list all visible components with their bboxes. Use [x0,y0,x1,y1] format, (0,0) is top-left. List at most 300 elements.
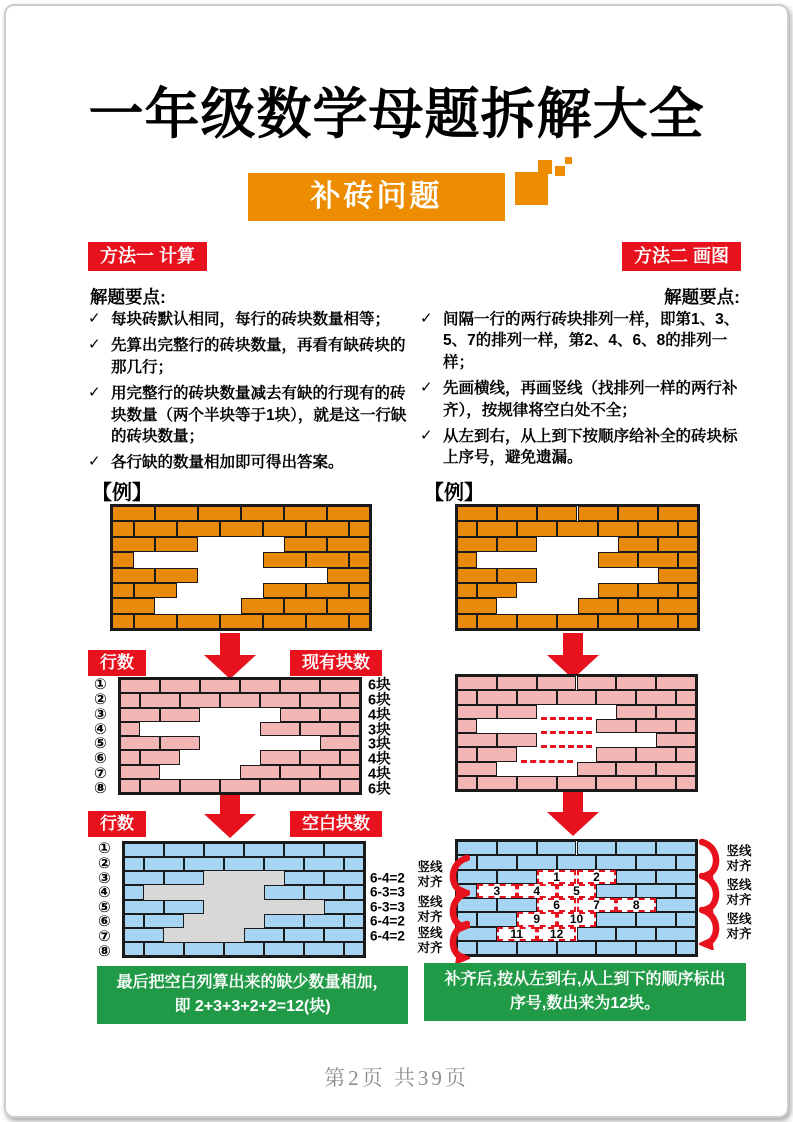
brick [618,598,658,613]
brick [112,598,155,613]
gap-cell: 9 [517,912,557,926]
dashed-guide-line [541,717,593,720]
brick [497,898,537,912]
arrow-down-icon [204,633,256,679]
brick [144,942,184,956]
brick [636,855,676,869]
brick [457,705,497,719]
brick [618,537,658,552]
gap-cell: 8 [616,898,656,912]
arrow-down-icon [204,792,256,838]
row-annotation: ③ [98,869,111,887]
brick [155,537,198,552]
checklist-item [420,426,746,469]
brick [638,521,678,536]
brick [676,941,696,955]
brick [224,857,264,871]
brick [497,537,537,552]
brick [304,885,344,899]
conclusion-line: 即 2+3+3+2+2=12(块) [174,998,331,1015]
brick [344,857,364,871]
brick [124,843,164,857]
brick [678,552,698,567]
brick [134,521,177,536]
checklist-item [420,309,746,373]
row-annotation: ⑧ [98,942,111,960]
row-annotation: 6-4=2 [370,870,405,886]
brick [124,857,144,871]
brick [284,843,324,857]
brick [120,679,160,693]
wall-example-right [455,504,700,631]
brick [457,552,477,567]
arrow-down-icon [547,790,599,836]
brick [155,506,198,521]
check-icon: ✓ [88,310,101,327]
row-annotation: 6-4=2 [370,928,405,944]
points-list-left [88,309,408,474]
brick [320,679,360,693]
gap-cell: 3 [477,884,517,898]
brick [144,914,184,928]
brick [340,693,360,707]
brick [120,722,140,736]
conclusion-box-left [97,966,408,1024]
brick [264,942,304,956]
brick [112,506,155,521]
topic-banner [248,173,505,221]
dashed-guide-line [541,731,593,734]
brick [304,914,344,928]
brick [220,779,260,793]
brick [263,583,306,598]
brick [306,552,349,567]
brick [306,614,349,629]
wall-numbered-right [455,839,698,957]
curly-arrow-icon [446,920,470,964]
brick [340,750,360,764]
brick [636,884,676,898]
brick [477,614,517,629]
brick [676,884,696,898]
row-annotation: 3块 [368,736,391,753]
brick [658,598,698,613]
conclusion-line: 序号,数出来为12块。 [509,995,661,1012]
brick [140,693,180,707]
brick [164,871,204,885]
gap-cell: 4 [517,884,557,898]
brick [120,779,140,793]
brick [596,776,636,790]
brick [497,870,537,884]
brick [204,843,244,857]
brick [656,676,696,690]
brick [180,693,220,707]
brick [596,747,636,761]
brick [616,762,656,776]
brick [160,679,200,693]
brick [300,693,340,707]
brick [260,750,300,764]
check-icon: ✓ [420,426,433,444]
brick [676,776,696,790]
row-annotation: 6块 [368,692,391,709]
brick [124,942,144,956]
brick [457,719,477,733]
align-label: 竖线 对齐 [417,895,443,924]
brick [658,506,698,521]
brick [240,679,280,693]
brick [457,733,497,747]
check-icon: ✓ [420,310,433,327]
brick [517,776,557,790]
brick [678,521,698,536]
brick [160,708,200,722]
brick [306,583,349,598]
wall-example-left [110,504,372,631]
filled-gap [204,871,284,885]
brick [244,928,284,942]
brick [263,521,306,536]
brick [344,914,364,928]
brick [678,614,698,629]
brick [180,779,220,793]
wall-blank-left [122,841,366,958]
brick [457,583,477,598]
brick [676,690,696,704]
brick [220,693,260,707]
conclusion-box-right [424,963,746,1021]
brick [497,733,537,747]
brick [344,885,364,899]
brick [557,690,597,704]
brick [656,762,696,776]
brick [134,583,177,598]
brick [324,900,364,914]
blank-badge: 空白块数 [290,811,382,837]
brick [656,841,696,855]
brick [636,690,676,704]
brick [304,942,344,956]
brick [457,690,477,704]
brick [457,762,497,776]
brick [457,614,477,629]
brick [164,900,204,914]
row-annotation: ③ [94,705,107,723]
brick [280,679,320,693]
gap-cell: 10 [557,912,597,926]
brick [477,941,517,955]
brick [656,898,696,912]
brick [598,614,638,629]
brick [120,765,160,779]
brick [200,679,240,693]
brick [244,843,284,857]
brick [112,568,155,583]
brick [457,568,497,583]
brick [120,693,140,707]
pixel-square-icon [555,166,565,176]
brick [656,870,696,884]
checklist-text: 每块砖默认相同，每行的砖块数量相等； [111,311,391,328]
brick [140,750,180,764]
wall-counts-left [118,677,362,795]
brick [324,871,364,885]
check-icon: ✓ [88,453,101,471]
checklist-text: 先算出完整行的砖块数量，再看有缺砖块的那几行； [111,337,406,376]
brick [120,750,140,764]
row-annotation: ⑤ [94,735,107,753]
brick [596,719,636,733]
page-title: 一年级数学母题拆解大全 [88,83,705,145]
points-list-right [420,309,746,469]
row-annotation: 4块 [368,707,391,724]
brick [320,708,360,722]
brick [557,855,597,869]
brick [577,927,617,941]
pixel-square-icon [565,157,572,164]
row-annotation: ② [94,691,107,709]
brick [577,841,617,855]
brick [340,779,360,793]
brick [220,521,263,536]
checklist-item [420,378,746,421]
brick [324,928,364,942]
brick [124,885,144,899]
brick [340,722,360,736]
brick [638,552,678,567]
brick [457,676,497,690]
brick [557,521,597,536]
row-annotation: ④ [94,720,107,738]
brick [497,841,537,855]
brick [497,506,537,521]
brick [184,942,224,956]
brick [457,537,497,552]
brick [263,552,306,567]
brick [327,598,370,613]
gap-cell: 5 [557,884,597,898]
row-annotation: ⑤ [98,898,111,916]
checklist-text: 从左到右，从上到下按顺序给补全的砖块标上序号，避免遗漏。 [443,427,738,467]
align-label: 竖线 对齐 [726,912,752,941]
example-label-right: 【例】 [424,482,484,504]
brick [300,750,340,764]
rows-badge: 行数 [88,650,146,676]
filled-gap [144,885,264,899]
brick [220,614,263,629]
checklist-item [88,452,408,473]
brick [241,506,284,521]
brick [477,521,517,536]
brick [177,614,220,629]
checklist-item [88,335,408,378]
brick [112,583,134,598]
check-icon: ✓ [420,379,433,397]
brick [284,506,327,521]
brick [260,693,300,707]
brick [678,583,698,598]
checklist-item [88,309,408,330]
gap-cell: 2 [577,870,617,884]
brick [477,583,517,598]
brick [596,855,636,869]
method2-badge: 方法二 画图 [622,242,741,271]
brick [638,583,678,598]
row-annotation: 4块 [368,766,391,783]
checklist-text: 用完整行的砖块数量减去有缺的行现有的砖块数量（两个半块等于1块），就是这一行缺的砖块数量； [111,385,407,445]
brick [124,928,164,942]
gap-cell: 7 [577,898,617,912]
brick [344,942,364,956]
brick [676,747,696,761]
brick [517,941,557,955]
brick [658,537,698,552]
brick [160,736,200,750]
brick [636,776,676,790]
brick [284,871,324,885]
brick [598,552,638,567]
brick [264,914,304,928]
brick [349,552,371,567]
brick [349,614,371,629]
row-annotation: ② [98,854,111,872]
brick [616,676,656,690]
brick [477,690,517,704]
brick [457,747,477,761]
brick [656,733,696,747]
gap-cell: 11 [497,927,537,941]
brick [155,568,198,583]
pixel-square-icon [538,160,552,174]
filled-gap [184,914,264,928]
brick [577,762,617,776]
dashed-guide-line [541,745,593,748]
brick [124,871,164,885]
brick [284,928,324,942]
brick [184,857,224,871]
brick [260,722,300,736]
brick [596,941,636,955]
brick [517,855,557,869]
gap-cell: 12 [537,927,577,941]
brick [557,776,597,790]
brick [120,708,160,722]
brick [596,690,636,704]
gap-cell: 6 [537,898,577,912]
row-annotation: ① [98,840,111,858]
checklist-text: 各行缺的数量相加即可得出答案。 [111,454,344,472]
brick [537,506,577,521]
brick [636,912,676,926]
brick [656,705,696,719]
align-label: 竖线 对齐 [417,860,443,889]
brick [616,927,656,941]
topic-banner-label: 补砖问题 [310,180,443,213]
brick [224,942,264,956]
brick [327,568,370,583]
brick [596,884,636,898]
row-annotation: ⑥ [98,913,111,931]
brick [284,537,327,552]
row-annotation: 3块 [368,722,391,739]
row-annotation: ④ [98,884,111,902]
brick [164,843,204,857]
conclusion-line: 补齐后,按从左到右,从上到下的顺序标出 [444,971,726,988]
row-annotation: 6-3=3 [370,884,405,900]
brick [537,676,577,690]
row-annotation: ① [94,676,107,694]
check-icon: ✓ [88,336,101,354]
brick [537,841,577,855]
brick [477,776,517,790]
brick [327,506,370,521]
row-annotation: 6块 [368,781,391,798]
brick [140,779,180,793]
row-annotation: 4块 [368,751,391,768]
brick [177,521,220,536]
brick [638,614,678,629]
brick [304,857,344,871]
page-footer: 第2页 共39页 [324,1066,469,1090]
wall-hlines-right [455,674,698,792]
brick [618,506,658,521]
brick [517,521,557,536]
brick [112,614,134,629]
brick [596,912,636,926]
brick [636,747,676,761]
brick [198,506,241,521]
points-title-right: 解题要点: [664,287,740,307]
row-annotation: ⑦ [98,928,111,946]
brick [457,506,497,521]
brick [578,506,618,521]
checklist-item [88,383,408,447]
brick [144,857,184,871]
brick [616,870,656,884]
brick [124,900,164,914]
brick [300,779,340,793]
brick [598,583,638,598]
check-icon: ✓ [88,384,101,402]
brick [263,614,306,629]
brick [517,614,557,629]
brick [260,779,300,793]
brick [327,537,370,552]
checklist-text: 间隔一行的两行砖块排列一样，即第1、3、5、7的排列一样，第2、4、6、8的排列一样； [443,311,740,371]
align-label: 竖线 对齐 [726,878,752,907]
brick [284,598,327,613]
brick [457,598,497,613]
brick [636,719,676,733]
brick [320,736,360,750]
brick [497,568,537,583]
brick [557,941,597,955]
arrow-down-icon [547,633,599,679]
brick [457,776,477,790]
brick [349,583,371,598]
brick [636,941,676,955]
row-annotation: ⑥ [94,750,107,768]
brick [120,736,160,750]
brick [656,927,696,941]
brick [578,598,618,613]
brick [320,765,360,779]
gap-cell: 1 [537,870,577,884]
filled-gap [204,900,324,914]
row-annotation: 6-4=2 [370,913,405,929]
brick [124,914,144,928]
